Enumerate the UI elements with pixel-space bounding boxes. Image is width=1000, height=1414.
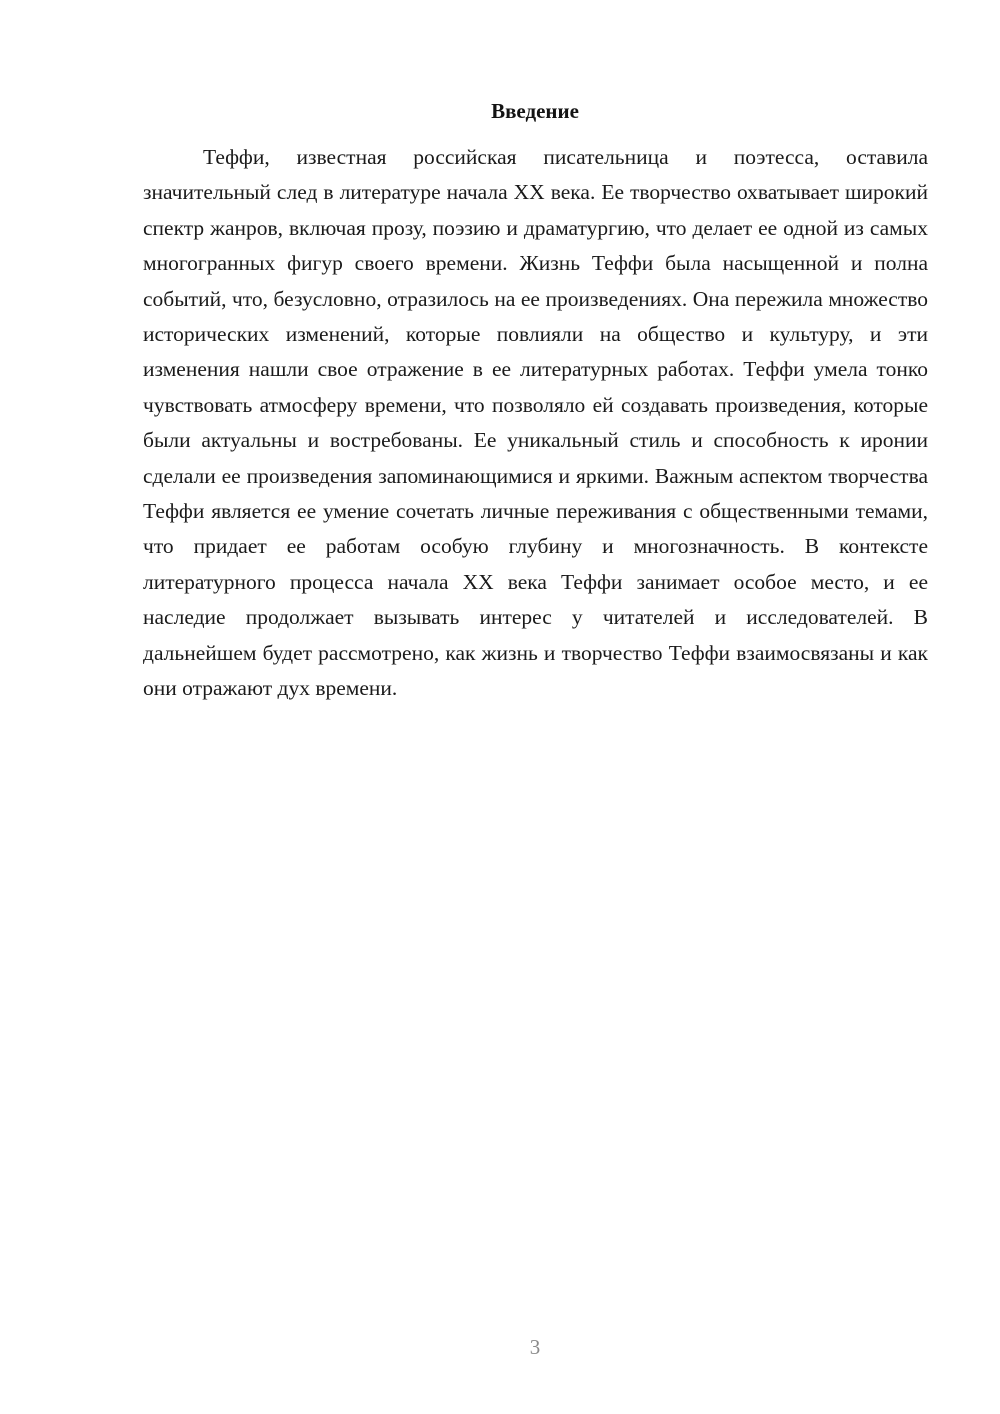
body-paragraph: Теффи, известная российская писательница и поэтесса, оставила значительный след в литературе начала XX века. Ее творчество охватывает широкий спектр жанров, включая прозу, поэзию и драматургию, что делает ее одной из самых многогранных фигур своего времени. Жизнь Теффи была насыщенной и полна событий, что, безусловно, отразилось на ее произведениях. Она пережила множество исторических изменений, которые повлияли на общество и культуру, и эти изменения нашли свое отражение в ее литературных работах. Теффи умела тонко чувствовать атмосферу времени, что позволяло ей создавать произведения, которые были актуальны и востребованы. Ее уникальный стиль и способность к иронии сделали ее произведения запоминающимися и яркими. Важным аспектом творчества Теффи является ее умение сочетать личные переживания с общественными темами, что придает ее работам особую глубину и многозначность. В контексте литературного процесса начала XX века Теффи занимает особое место, и ее наследие продолжает вызывать интерес у читателей и исследователей. В дальнейшем будет рассмотрено, как жизнь и творчество Теффи взаимосвязаны и как они отражают дух времени. [143,145,928,701]
section-heading: Введение [491,99,579,123]
page-number: 3 [529,1335,541,1359]
